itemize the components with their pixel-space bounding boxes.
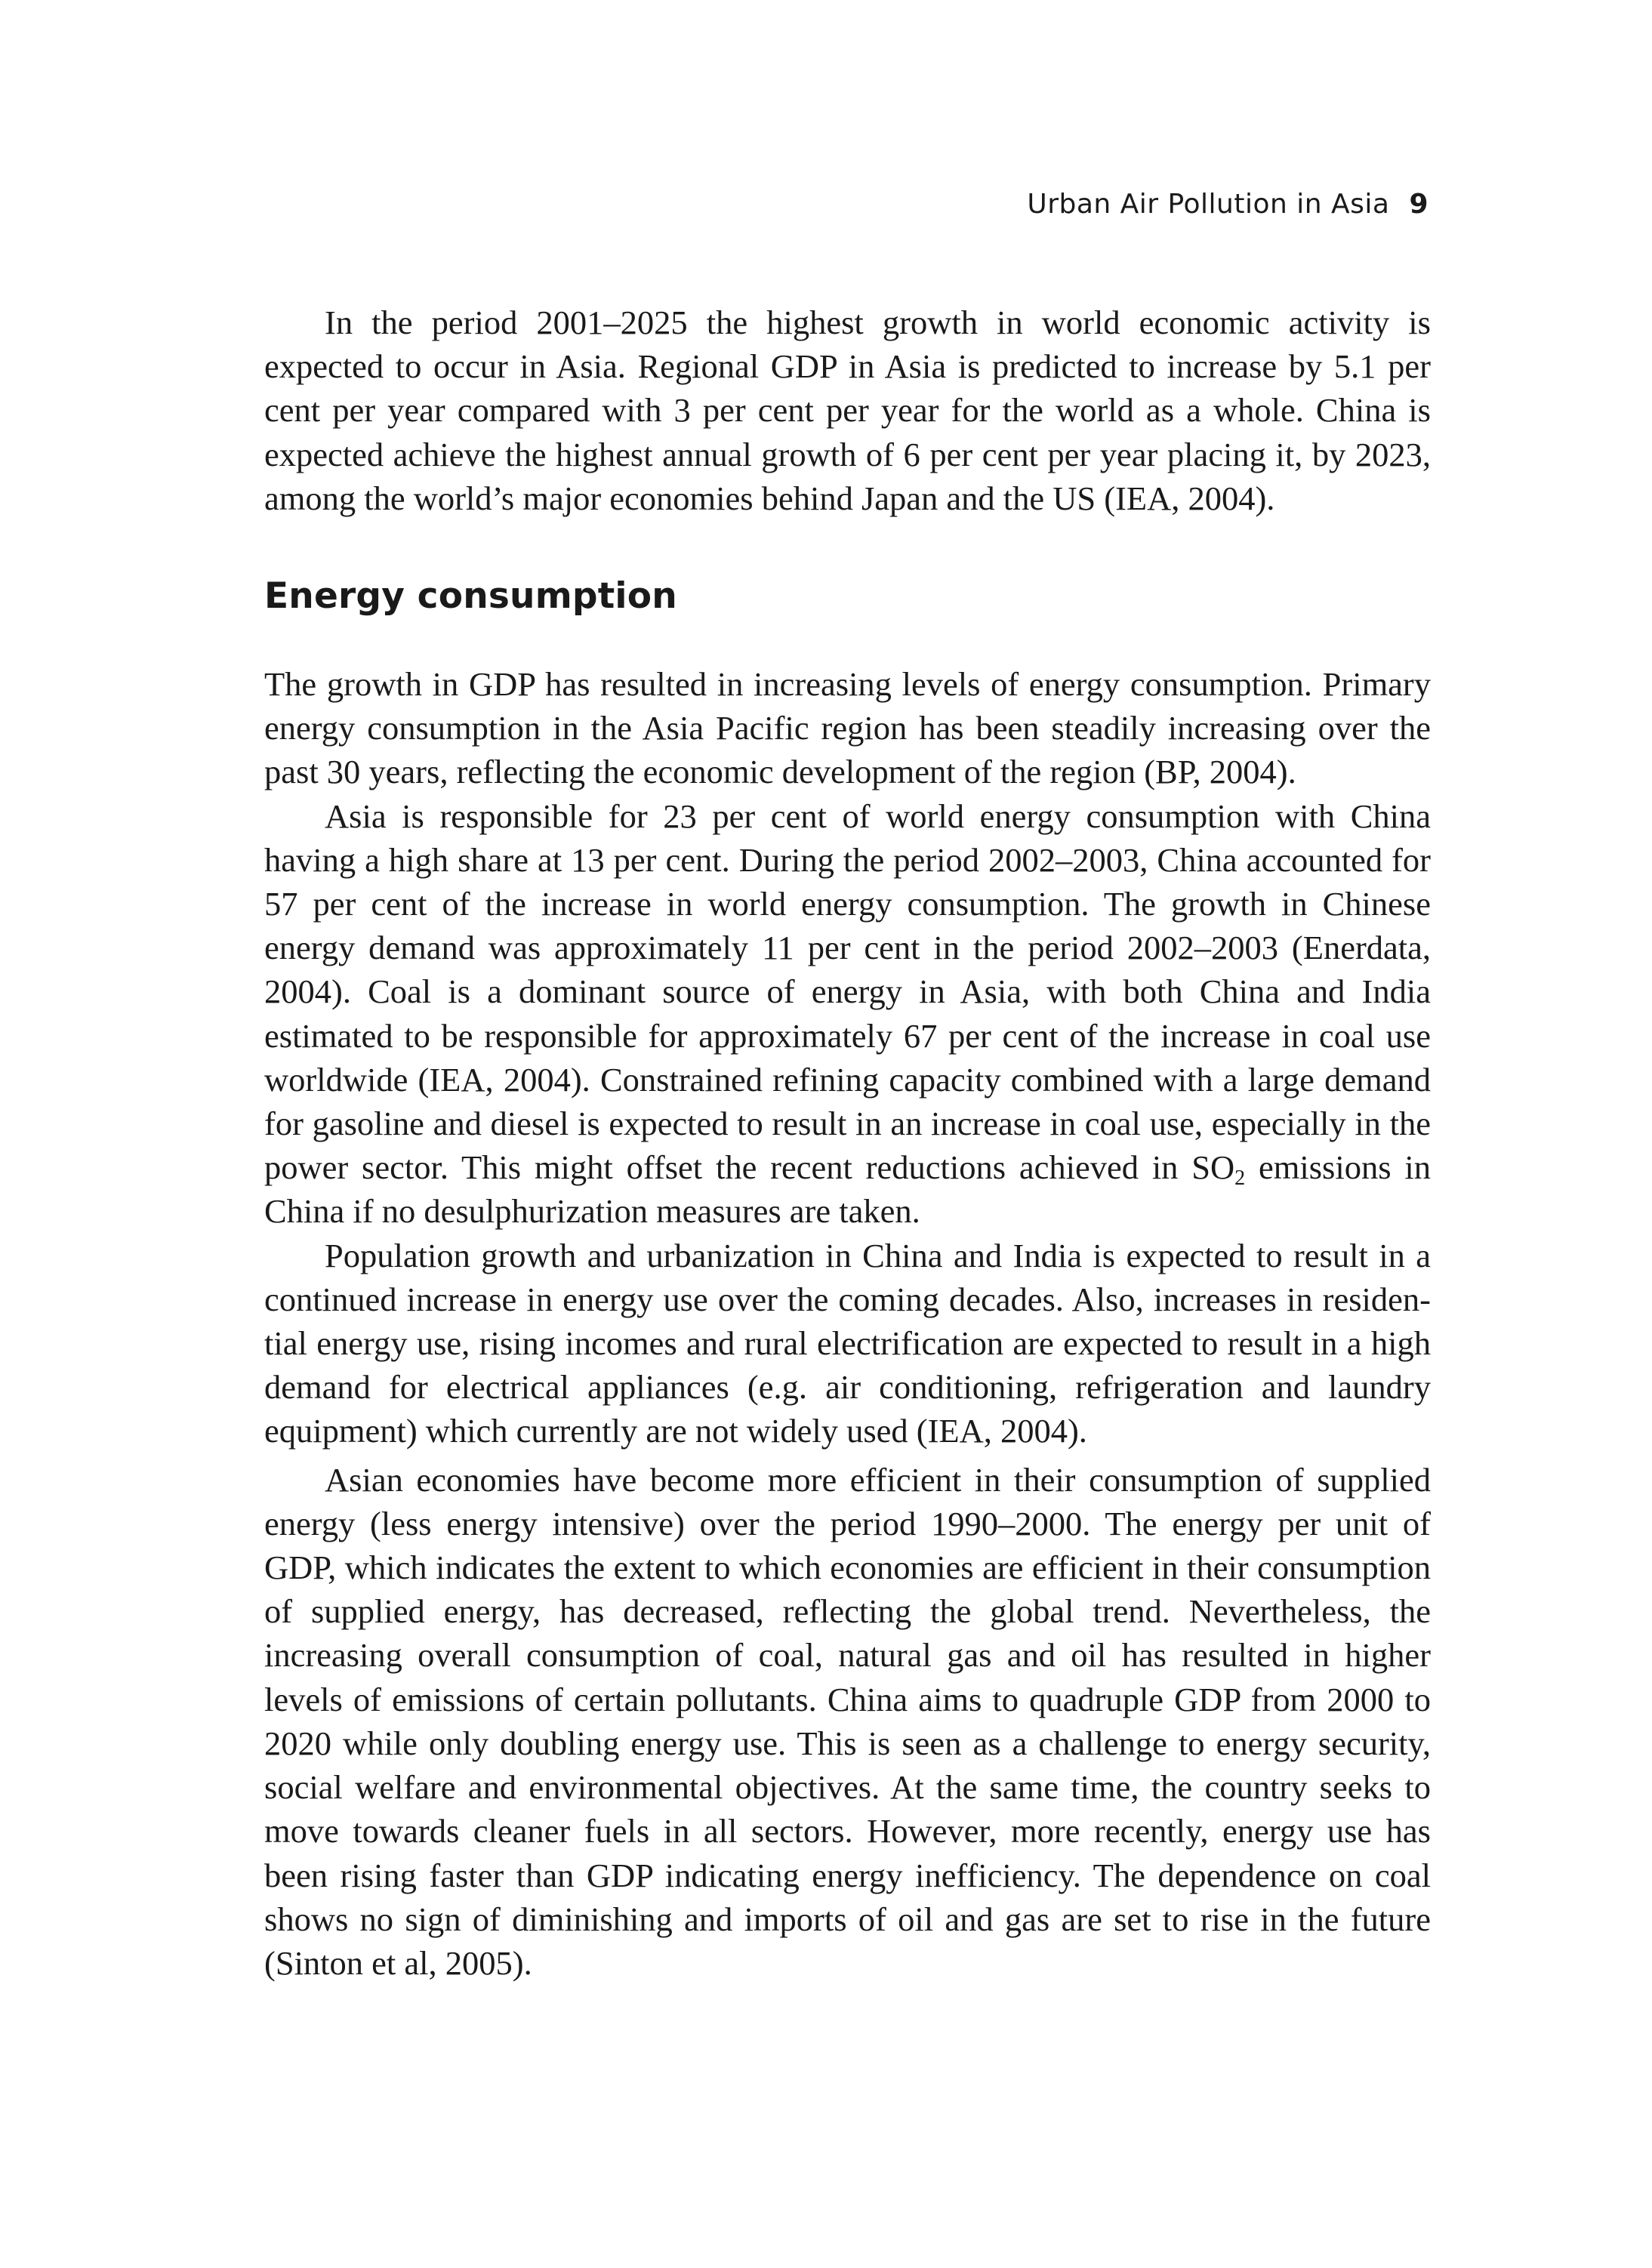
paragraph-energy-growth: The growth in GDP has resulted in increasing levels of energy consumption. Primary energy consumption in the Asia Pacific region has been steadily increasing over the past 30 years, reflecting the economic development of the region (BP, 2004).: [264, 665, 1431, 791]
running-head: [1027, 189, 1429, 220]
intro-paragraph: In the period 2001–2025 the highest growth in world economic activity is expected to occur in Asia. Regional GDP in Asia is predicted to increase by 5.1 per cent per year compared with 3 per cent per year for the world as a whole. China is expected achieve the highest annual growth of 6 per cent per year placing it, by 2023, among the world’s major economies behind Japan and the US (IEA, 2004).: [264, 304, 1431, 517]
page-number: 9: [1409, 189, 1429, 220]
paragraph-asia-share: [264, 794, 1431, 1234]
paragraph-asia-share-text: Asia is responsible for 23 per cent of world energy consumption with China having a high share at 13 per cent. During the period 2002–2003, China accounted for 57 per cent of the increase in world energy consumption. The growth in Chinese energy demand was approximately 11 per cent in the period 2002–2003 (Enerdata, 2004). Coal is a dominant source of energy in Asia, with both China and India estimated to be responsible for approximately 67 per cent of the increase in coal use worldwide (IEA, 2004). Constrained refining capacity combined with a large demand for gasoline and diesel is expected to result in an increase in coal use, especially in the power sector. This might offset the recent reductions achieved in SO: [264, 797, 1431, 1187]
paragraph-efficiency: Asian economies have become more efficient in their consumption of supplied energy (less energy intensive) over the period 1990–2000. The energy per unit of GDP, which indicates the extent to which economies are efficient in their consumption of supplied energy, has decreased, reflecting the global trend. Nevertheless, the increasing overall consumption of coal, natural gas and oil has resulted in higher levels of emissions of certain pollutants. China aims to quadruple GDP from 2000 to 2020 while only doubling energy use. This is seen as a challenge to energy security, social welfare and environmental objectives. At the same time, the country seeks to move towards cleaner fuels in all sectors. However, more recently, energy use has been rising faster than GDP indicating energy inefficiency. The dependence on coal shows no sign of diminishing and imports of oil and gas are set to rise in the future (Sinton et al, 2005).: [264, 1460, 1431, 1982]
page-body: [264, 300, 1431, 1985]
paragraph-asia-share-text-end: emissions in China if no desulphurization measures are taken.: [264, 1148, 1431, 1231]
running-title: Urban Air Pollution in Asia: [1027, 189, 1390, 220]
section-heading: Energy consumption: [264, 575, 677, 618]
paragraph-population-growth: Population growth and urbanization in China and India is expected to result in a continued increase in energy use over the coming decades. Also, increases in residential energy use, rising incomes and rural electrification are expected to result in a high demand for electrical appliances (e.g. air conditioning, refrigeration and laundry equipment) which currently are not widely used (IEA, 2004).: [264, 1236, 1431, 1450]
so2-subscript: 2: [1234, 1166, 1246, 1191]
